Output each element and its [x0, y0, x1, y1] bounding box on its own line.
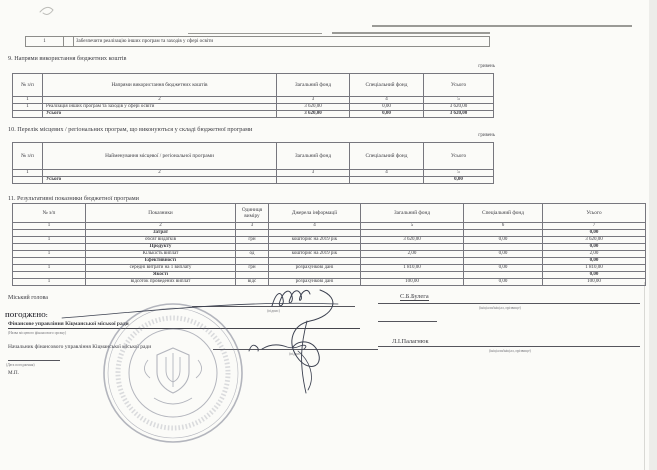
table-cell: 3 620,00 — [424, 111, 494, 118]
table-cell: 0,00 — [350, 104, 424, 111]
table-cell: 0,00 — [464, 279, 543, 286]
table-row — [13, 170, 494, 177]
table-row — [13, 230, 646, 237]
section-9-title: 9. Напрями використання бюджетних коштів — [8, 55, 127, 62]
table-cell — [64, 37, 74, 46]
table-cell: грн — [236, 265, 269, 272]
table-cell: 0,00 — [464, 265, 543, 272]
sign-caption: (підпис) — [267, 309, 280, 313]
table-cell: Продукту — [86, 244, 236, 251]
stamp-emblem-trident — [166, 353, 180, 387]
name-line — [378, 295, 640, 304]
column-header: Усього — [424, 74, 494, 97]
stamp-emblem-shield — [157, 348, 189, 393]
table-cell: 2,00 — [543, 251, 646, 258]
column-header: Найменування місцевої / регіональної програми — [43, 143, 277, 170]
table-cell — [13, 230, 86, 237]
rule-line — [378, 314, 437, 322]
table-cell: 2 — [86, 223, 236, 230]
table-cell: Ефективності — [86, 258, 236, 265]
local-programs-table — [12, 142, 494, 184]
table-cell — [361, 272, 464, 279]
table-cell: 4 — [350, 97, 424, 104]
section-11-title: 11. Результативні показники бюджетної програми — [8, 195, 139, 202]
table-row — [13, 272, 646, 279]
table-cell: 0,00 — [543, 272, 646, 279]
table-row — [13, 265, 646, 272]
table-cell: 1 — [13, 265, 86, 272]
mp-label: М.П. — [8, 370, 19, 376]
financial-org-caption: (Назва місцевого фінансового органу) — [8, 331, 67, 335]
column-header: № з/п — [13, 204, 86, 223]
table-cell: 4 — [350, 170, 424, 177]
date-line — [8, 353, 60, 361]
table-cell — [361, 244, 464, 251]
column-header: Спеціальний фонд — [464, 204, 543, 223]
column-header: № з/п — [13, 143, 43, 170]
column-header: Загальний фонд — [361, 204, 464, 223]
date-caption: (Дата погодження) — [6, 363, 35, 367]
table-row — [13, 237, 646, 244]
table-cell: 2 — [43, 170, 277, 177]
table-cell: 0,00 — [424, 177, 494, 184]
table-cell: обсяг видатків — [86, 237, 236, 244]
table-cell: 1 — [13, 223, 86, 230]
table-cell: 1 — [13, 97, 43, 104]
table-cell — [277, 177, 350, 184]
table-cell: 3 620,00 — [543, 237, 646, 244]
table-cell — [13, 177, 43, 184]
table-cell: 1 810,00 — [543, 265, 646, 272]
table-cell: 0,00 — [543, 230, 646, 237]
table-cell: 2,00 — [361, 251, 464, 258]
table-cell: 5 — [361, 223, 464, 230]
table-cell: 1 810,00 — [361, 265, 464, 272]
sign-caption: (підпис) — [289, 352, 302, 356]
table-row — [13, 177, 494, 184]
table-cell — [350, 177, 424, 184]
table-cell: 0,00 — [543, 258, 646, 265]
pencil-mark — [40, 7, 53, 14]
table-cell: 1 — [13, 237, 86, 244]
section-10-title: 10. Перелік місцевих / регіональних програм, що виконуються у складі бюджетної програми — [8, 126, 253, 133]
table-cell — [269, 272, 361, 279]
initials-caption: (ініціали/ініціал, прізвище) — [489, 349, 531, 353]
finance-head-title: Начальник фінансового управління Кіцманської міської ради — [8, 344, 152, 350]
mayor-signature-tail — [302, 321, 307, 393]
table-cell: кошторис на 2019 рік — [269, 251, 361, 258]
table-cell — [361, 258, 464, 265]
table-cell: Якості — [86, 272, 236, 279]
table-cell: середні витрати на 1 виплату — [86, 265, 236, 272]
table-cell: 6 — [464, 223, 543, 230]
directions-of-use-table — [12, 73, 494, 118]
header-row — [13, 143, 494, 170]
table-row — [13, 244, 646, 251]
column-header: Усього — [424, 143, 494, 170]
column-header: Загальний фонд — [277, 143, 350, 170]
scan-artifact — [644, 282, 645, 470]
table-cell — [464, 258, 543, 265]
table-row — [13, 104, 494, 111]
table-row — [13, 279, 646, 286]
table-cell: відс — [236, 279, 269, 286]
table-cell — [464, 244, 543, 251]
column-header: Загальний фонд — [277, 74, 350, 97]
table-cell — [236, 230, 269, 237]
table-cell — [13, 111, 43, 118]
signature-line — [192, 298, 355, 307]
signature-line — [213, 341, 378, 350]
mayor-name: С.Б.Булега — [400, 293, 429, 300]
table-cell — [269, 258, 361, 265]
table-cell — [236, 272, 269, 279]
table-cell: 2 — [43, 97, 277, 104]
mayor-title: Міський голова — [8, 295, 48, 301]
currency-note: гривень — [478, 133, 495, 138]
table-cell: грн — [236, 237, 269, 244]
table-cell: 3 — [236, 223, 269, 230]
table-cell: 3 620,00 — [277, 104, 350, 111]
table-cell — [13, 258, 86, 265]
column-header: Напрями використання бюджетних коштів — [43, 74, 277, 97]
table-cell: 1 — [26, 37, 64, 46]
table-cell — [13, 244, 86, 251]
table-cell: 1 — [13, 279, 86, 286]
name-line — [378, 338, 640, 347]
table-cell — [269, 230, 361, 237]
header-row — [13, 74, 494, 97]
column-header: Одиниця виміру — [236, 204, 269, 223]
rule-line — [372, 25, 632, 27]
table-row — [13, 251, 646, 258]
table-cell: 3 — [277, 170, 350, 177]
table-cell: 100,00 — [361, 279, 464, 286]
rule-line — [332, 32, 490, 34]
carryover-table-row — [25, 36, 490, 47]
table-cell: 100,00 — [543, 279, 646, 286]
finance-head-signature-tail — [298, 351, 311, 390]
currency-note: гривень — [478, 64, 495, 69]
table-cell — [464, 230, 543, 237]
table-cell: 0,00 — [464, 251, 543, 258]
table-cell: 1 — [13, 170, 43, 177]
table-row — [13, 258, 646, 265]
table-cell: розрахункові дані — [269, 265, 361, 272]
table-cell — [236, 244, 269, 251]
rule-line — [188, 33, 322, 34]
table-cell: 5 — [424, 170, 494, 177]
table-cell: 1 — [13, 104, 43, 111]
table-cell: 3 620,00 — [424, 104, 494, 111]
table-cell: кошторис на 2019 рік — [269, 237, 361, 244]
column-header: Показники — [86, 204, 236, 223]
table-cell: Забезпечити реалізацію інших програм та заходів у сфері освіти — [76, 39, 214, 44]
table-cell: 5 — [424, 97, 494, 104]
financial-org-name: Фінансове управління Кіцманської міської ради — [8, 321, 360, 329]
table-cell: 0,00 — [350, 111, 424, 118]
table-cell — [361, 230, 464, 237]
column-header: Джерела інформації — [269, 204, 361, 223]
table-row — [13, 97, 494, 104]
finance-head-name: Л.І.Палагнюк — [392, 338, 429, 345]
table-cell: розрахункові дані — [269, 279, 361, 286]
table-cell: 0,00 — [543, 244, 646, 251]
table-cell: Кількість виплат — [86, 251, 236, 258]
table-cell: Затрат — [86, 230, 236, 237]
column-header: № з/п — [13, 74, 43, 97]
performance-indicators-table — [12, 203, 646, 286]
table-cell: Усього — [43, 177, 277, 184]
table-cell: Реалізація інших програм та заходів у сфері освіти — [43, 104, 277, 111]
table-cell — [236, 258, 269, 265]
table-cell: відсоток проведених виплат — [86, 279, 236, 286]
table-cell — [269, 244, 361, 251]
initials-caption: (ініціали/ініціал, прізвище) — [479, 306, 521, 310]
header-row — [13, 204, 646, 223]
table-cell — [464, 272, 543, 279]
table-cell: 1 — [13, 251, 86, 258]
table-row — [13, 223, 646, 230]
column-header: Усього — [543, 204, 646, 223]
table-cell: 3 620,00 — [361, 237, 464, 244]
table-cell: 0,00 — [464, 237, 543, 244]
agreed-label: ПОГОДЖЕНО: — [5, 313, 48, 319]
table-row — [13, 111, 494, 118]
table-cell: 7 — [543, 223, 646, 230]
table-cell: од — [236, 251, 269, 258]
table-cell: 3 — [277, 97, 350, 104]
column-header: Спеціальний фонд — [350, 74, 424, 97]
page-edge — [649, 0, 657, 470]
table-cell — [13, 272, 86, 279]
table-cell: 4 — [269, 223, 361, 230]
stamp-rim-text — [118, 318, 228, 428]
column-header: Спеціальний фонд — [350, 143, 424, 170]
table-cell: 3 620,00 — [277, 111, 350, 118]
table-cell: Усього — [43, 111, 277, 118]
